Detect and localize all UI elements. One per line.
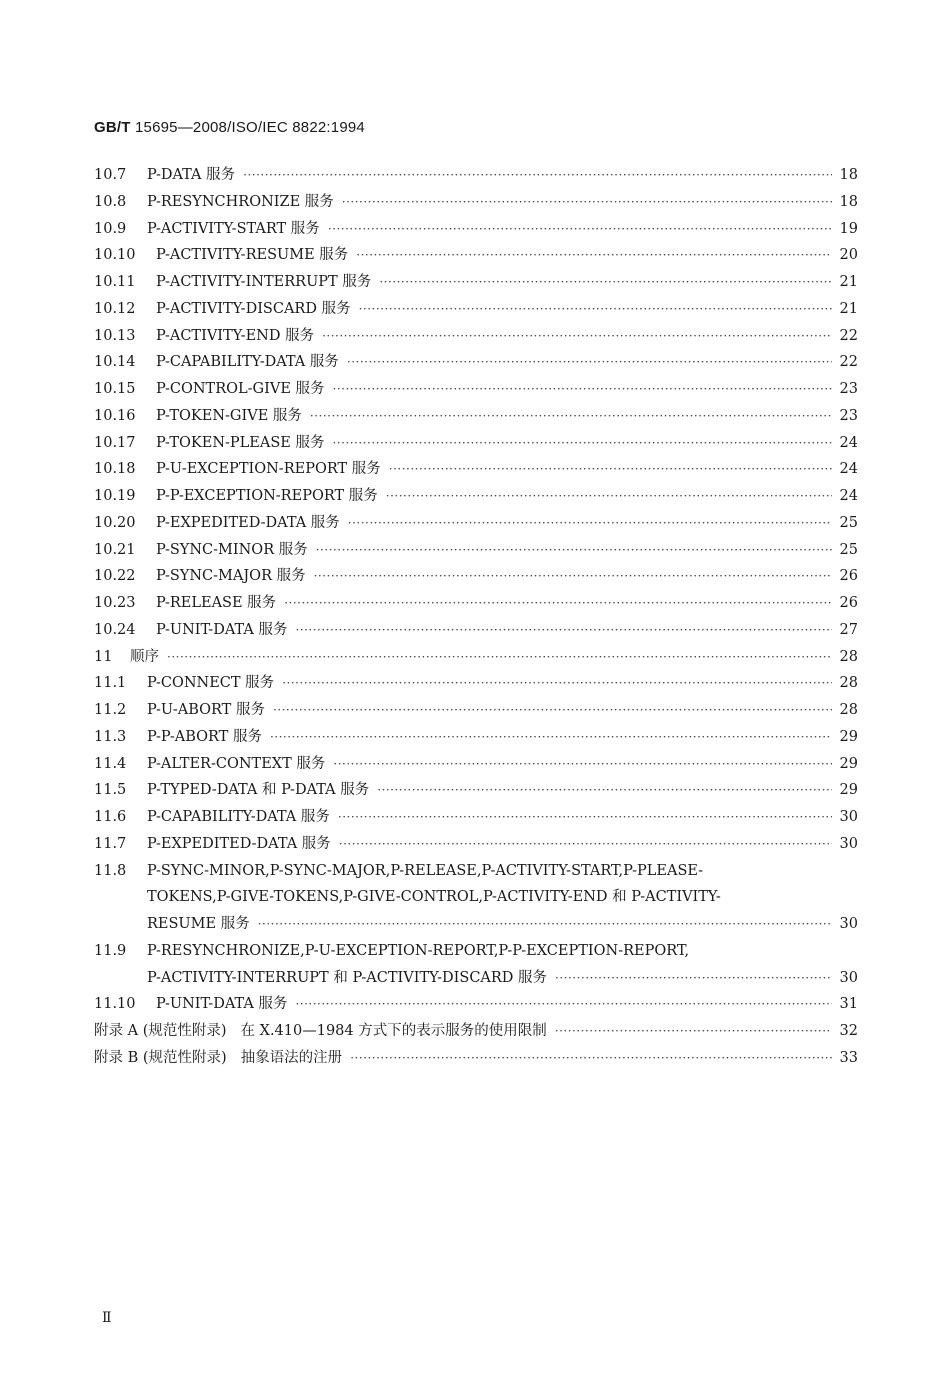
toc-entry-page: 22 [839, 327, 858, 344]
toc-entry-title: P-DATA 服务 [147, 167, 236, 183]
toc-entry-number: 11.10 [94, 996, 136, 1013]
leader-dots [295, 617, 832, 644]
toc-entry-title: P-ACTIVITY-INTERRUPT 服务 [156, 274, 372, 290]
leader-dots [243, 162, 832, 189]
toc-entry-page: 19 [839, 220, 858, 237]
toc-entry[interactable] [94, 162, 858, 189]
toc-entry-continuation [94, 884, 858, 911]
toc-entry[interactable] [94, 323, 858, 350]
toc-entry[interactable] [94, 216, 858, 243]
toc-entry-page: 30 [839, 969, 858, 986]
toc-entry-page: 22 [839, 354, 858, 371]
toc-entry-number: 10.9 [94, 220, 127, 237]
toc-entry-page: 23 [839, 407, 858, 424]
toc-entry-title: P-UNIT-DATA 服务 [156, 621, 288, 638]
toc-entry-number: 10.19 [94, 488, 136, 504]
toc-entry-title: P-TOKEN-PLEASE 服务 [156, 434, 325, 451]
toc-entry-continuation [94, 911, 858, 938]
leader-dots [273, 697, 832, 724]
standard-prefix: GB/T [94, 119, 131, 136]
toc-entry-number: 11.7 [94, 835, 127, 852]
toc-entry[interactable] [94, 804, 858, 831]
appendix-label: 附录 A (规范性附录) [94, 1023, 227, 1039]
toc-entry-page: 28 [839, 702, 858, 718]
appendix-title: 在 X.410—1984 方式下的表示服务的使用限制 [240, 1023, 547, 1039]
leader-dots [348, 510, 832, 537]
page-number-footer: Ⅱ [102, 1310, 112, 1326]
toc-entry-title: P-ACTIVITY-DISCARD 服务 [156, 300, 351, 317]
toc-entry-title: P-EXPEDITED-DATA 服务 [147, 835, 331, 852]
leader-dots [314, 563, 832, 590]
toc-entry-page: 33 [839, 1049, 858, 1066]
toc-entry[interactable] [94, 483, 858, 510]
toc-entry-title: P-P-ABORT 服务 [147, 728, 262, 745]
toc-entry[interactable] [94, 456, 858, 483]
toc-entry-number: 10.14 [94, 354, 136, 371]
toc-entry-number: 11.4 [94, 755, 127, 772]
toc-entry-number: 10.22 [94, 568, 136, 585]
toc-entry-title: P-ALTER-CONTEXT 服务 [147, 755, 326, 772]
toc-entry-number: 10.8 [94, 193, 127, 210]
toc-appendix-b[interactable] [94, 1045, 858, 1072]
toc-entry-title: P-CONNECT 服务 [147, 675, 275, 692]
toc-entry-page: 32 [839, 1023, 858, 1039]
toc-entry-title: 顺序 [130, 648, 159, 665]
toc-entry-number: 10.17 [94, 434, 136, 451]
appendix-title: 抽象语法的注册 [240, 1049, 343, 1066]
leader-dots [332, 430, 832, 457]
toc-entry-page: 30 [839, 916, 858, 932]
toc-entry[interactable] [94, 296, 858, 323]
toc-entry[interactable] [94, 751, 858, 778]
toc-entry-page: 26 [839, 568, 858, 585]
toc-entry-title: P-CAPABILITY-DATA 服务 [147, 809, 330, 825]
toc-entry-title: P-SYNC-MINOR 服务 [156, 541, 308, 558]
toc-entry-title-line2: P-ACTIVITY-INTERRUPT 和 P-ACTIVITY-DISCARD 服务 [147, 969, 548, 986]
toc-entry-title: P-ACTIVITY-RESUME 服务 [156, 247, 349, 264]
leader-dots [270, 724, 832, 751]
toc-entry-title: P-ACTIVITY-END 服务 [156, 327, 315, 344]
toc-entry-number: 11.2 [94, 702, 127, 718]
toc-entry-page: 23 [839, 381, 858, 397]
toc-entry-number: 10.18 [94, 461, 136, 478]
toc-entry-title: P-RESYNCHRONIZE 服务 [147, 193, 334, 210]
toc-entry[interactable] [94, 563, 858, 590]
toc-entry-number: 10.24 [94, 621, 136, 638]
toc-entry[interactable] [94, 242, 858, 269]
leader-dots [386, 483, 832, 510]
toc-entry[interactable] [94, 617, 858, 644]
toc-entry-page: 20 [839, 247, 858, 264]
toc-entry-number: 10.10 [94, 247, 136, 264]
toc-entry-number: 11.6 [94, 809, 127, 825]
toc-entry-page: 21 [839, 274, 858, 290]
leader-dots [555, 1018, 832, 1045]
toc-entry-number: 11.3 [94, 728, 127, 745]
toc-entry[interactable] [94, 724, 858, 751]
toc-entry-page: 30 [839, 809, 858, 825]
toc-entry-title: P-SYNC-MAJOR 服务 [156, 568, 306, 585]
leader-dots [167, 644, 832, 671]
toc-entry[interactable] [94, 537, 858, 564]
toc-entry-number: 10.12 [94, 300, 136, 317]
toc-entry-page: 26 [839, 595, 858, 611]
toc-entry-title-line3: RESUME 服务 [147, 916, 250, 932]
toc-entry-title: P-U-ABORT 服务 [147, 702, 265, 718]
toc-entry-number: 10.23 [94, 595, 136, 611]
toc-entry[interactable] [94, 510, 858, 537]
toc-entry[interactable] [94, 430, 858, 457]
toc-entry-number: 10.21 [94, 541, 136, 558]
leader-dots [316, 537, 832, 564]
toc-entry-title: P-TYPED-DATA 和 P-DATA 服务 [147, 782, 370, 799]
toc-entry-page: 28 [839, 648, 858, 665]
toc-entry-number: 11.1 [94, 675, 127, 692]
leader-dots [342, 189, 832, 216]
toc-entry-title-line1: P-RESYNCHRONIZE,P-U-EXCEPTION-REPORT,P-P-EXCEPTION-REPORT, [147, 942, 690, 959]
toc-entry-page: 28 [839, 675, 858, 692]
leader-dots [359, 296, 832, 323]
toc-entry[interactable] [94, 697, 858, 724]
toc-entry-page: 24 [839, 461, 858, 478]
toc-entry-number: 11.5 [94, 782, 127, 799]
toc-entry-title: P-CONTROL-GIVE 服务 [156, 381, 325, 397]
toc-entry-page: 18 [839, 167, 858, 183]
toc-entry-number: 10.11 [94, 274, 136, 290]
toc-entry-title-line1: P-SYNC-MINOR,P-SYNC-MAJOR,P-RELEASE,P-ACTIVITY-START,P-PLEASE- [147, 862, 704, 879]
toc-entry-page: 29 [839, 755, 858, 772]
toc-entry-page: 25 [839, 514, 858, 531]
toc-entry-title: P-UNIT-DATA 服务 [156, 996, 288, 1013]
toc-entry-number: 11.8 [94, 862, 127, 879]
leader-dots [322, 323, 832, 350]
toc-entry-title: P-P-EXCEPTION-REPORT 服务 [156, 488, 378, 504]
toc-entry-title: P-RELEASE 服务 [156, 595, 277, 611]
table-of-contents [94, 162, 858, 1072]
leader-dots [295, 991, 832, 1018]
appendix-label: 附录 B (规范性附录) [94, 1049, 227, 1066]
toc-entry-title: P-EXPEDITED-DATA 服务 [156, 514, 340, 531]
toc-entry-number: 11.9 [94, 942, 127, 959]
toc-entry-title-line2: TOKENS,P-GIVE-TOKENS,P-GIVE-CONTROL,P-ACTIVITY-END 和 P-ACTIVITY- [147, 889, 721, 906]
leader-dots [379, 269, 832, 296]
leader-dots [389, 456, 832, 483]
toc-entry[interactable] [94, 376, 858, 403]
leader-dots [339, 831, 832, 858]
toc-entry-title: P-CAPABILITY-DATA 服务 [156, 354, 339, 371]
toc-entry-title: P-TOKEN-GIVE 服务 [156, 407, 302, 424]
leader-dots [333, 751, 832, 778]
toc-entry[interactable] [94, 349, 858, 376]
toc-entry-11-8[interactable] [94, 858, 858, 885]
toc-entry-page: 24 [839, 488, 858, 504]
toc-entry-page: 25 [839, 541, 858, 558]
toc-entry-number: 11 [94, 648, 113, 665]
leader-dots [258, 911, 832, 938]
toc-entry-page: 24 [839, 434, 858, 451]
leader-dots [347, 349, 832, 376]
toc-entry-11-10[interactable] [94, 991, 858, 1018]
leader-dots [377, 777, 832, 804]
leader-dots [282, 670, 832, 697]
toc-entry-number: 10.15 [94, 381, 136, 397]
standard-number: 15695—2008/ISO/IEC 8822:1994 [135, 119, 365, 136]
toc-entry-continuation [94, 965, 858, 992]
toc-entry-page: 18 [839, 193, 858, 210]
toc-entry[interactable] [94, 269, 858, 296]
toc-entry-page: 21 [839, 300, 858, 317]
toc-entry[interactable] [94, 189, 858, 216]
leader-dots [350, 1045, 832, 1072]
leader-dots [356, 242, 832, 269]
leader-dots [310, 403, 832, 430]
toc-entry-title: P-U-EXCEPTION-REPORT 服务 [156, 461, 381, 478]
toc-entry[interactable] [94, 777, 858, 804]
toc-entry[interactable] [94, 831, 858, 858]
toc-entry-page: 31 [839, 996, 858, 1013]
toc-entry-page: 29 [839, 728, 858, 745]
toc-entry-number: 10.7 [94, 167, 127, 183]
toc-entry[interactable] [94, 670, 858, 697]
leader-dots [555, 965, 832, 992]
toc-entry-page: 30 [839, 835, 858, 852]
toc-entry-page: 27 [839, 621, 858, 638]
toc-appendix-a[interactable] [94, 1018, 858, 1045]
document-header [94, 119, 365, 136]
toc-entry-title: P-ACTIVITY-START 服务 [147, 220, 320, 237]
leader-dots [338, 804, 832, 831]
leader-dots [284, 590, 832, 617]
toc-entry-11-9[interactable] [94, 938, 858, 965]
toc-entry[interactable] [94, 590, 858, 617]
toc-entry-number: 10.20 [94, 514, 136, 531]
toc-entry[interactable] [94, 644, 858, 671]
toc-entry-number: 10.13 [94, 327, 136, 344]
toc-entry-number: 10.16 [94, 407, 136, 424]
leader-dots [328, 216, 832, 243]
toc-entry[interactable] [94, 403, 858, 430]
toc-entry-page: 29 [839, 782, 858, 799]
leader-dots [333, 376, 832, 403]
